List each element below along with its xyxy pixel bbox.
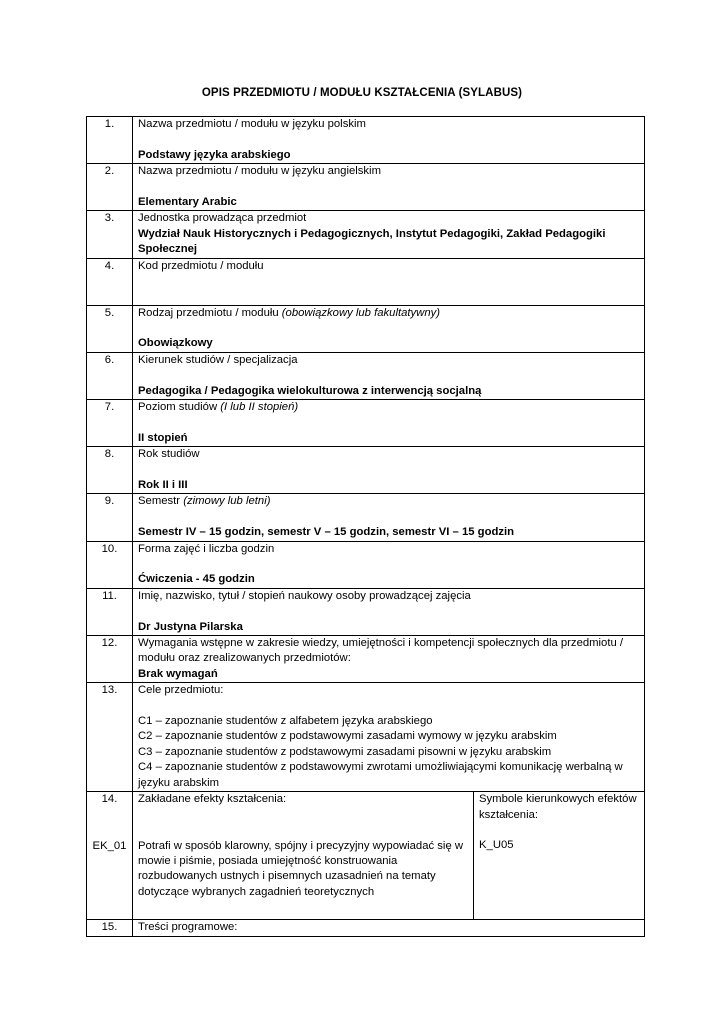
table-row — [87, 258, 645, 305]
row-content — [133, 447, 645, 494]
row-label: Wymagania wstępne w zakresie wiedzy, umiejętności i kompetencji społecznych dla przedmiotu / modułu oraz zrealizowanych przedmiotów: — [138, 637, 624, 665]
goal-item: C1 – zapoznanie studentów z alfabetem języka arabskiego — [138, 715, 433, 728]
row-number: 4. — [87, 258, 133, 305]
row-label: Jednostka prowadząca przedmiot — [138, 212, 307, 225]
row-content — [133, 920, 645, 936]
table-row — [87, 494, 645, 541]
row-number: 5. — [87, 305, 133, 352]
row-number: 2. — [87, 164, 133, 211]
row-label — [138, 306, 639, 321]
row-label-hint: (I lub II stopień) — [220, 401, 299, 414]
table-row — [87, 588, 645, 635]
row-number: 12. — [87, 636, 133, 683]
table-row — [87, 352, 645, 399]
table-row — [87, 683, 645, 792]
row-content — [133, 164, 645, 211]
symbols-cell — [474, 792, 645, 920]
row-value: II stopień — [138, 431, 188, 444]
table-row — [87, 211, 645, 258]
row-value: Obowiązkowy — [138, 337, 213, 350]
effect-code: EK_01 — [92, 839, 127, 852]
row-label: Nazwa przedmiotu / modułu w języku angielskim — [138, 165, 381, 178]
table-row — [87, 305, 645, 352]
goal-item: C3 – zapoznanie studentów z podstawowymi zasadami pisowni w języku arabskim — [138, 745, 552, 758]
row-label: Cele przedmiotu: — [138, 684, 224, 697]
row-label: Kod przedmiotu / modułu — [138, 259, 264, 272]
row-label-hint: (obowiązkowy lub fakultatywny) — [281, 306, 441, 319]
row-value: Elementary Arabic — [138, 196, 237, 208]
row-label — [138, 400, 639, 415]
document-title: OPIS PRZEDMIOTU / MODUŁU KSZTAŁCENIA (SYLABUS) — [201, 87, 523, 99]
row-number: 13. — [87, 683, 133, 792]
row-content — [133, 541, 645, 588]
row-value: Wydział Nauk Historycznych i Pedagogicznych, Instytut Pedagogiki, Zakład Pedagogiki Społecznej — [138, 227, 606, 256]
row-value: Ćwiczenia - 45 godzin — [138, 573, 255, 586]
row-number: 15. — [87, 920, 133, 936]
row-label: Imię, nazwisko, tytuł / stopień naukowy osoby prowadzącej zajęcia — [138, 589, 471, 602]
row-content — [133, 588, 645, 635]
row-number: 11. — [87, 588, 133, 635]
row-number: 3. — [87, 211, 133, 258]
table-row — [87, 920, 645, 936]
row-label-text: Poziom studiów — [138, 401, 221, 414]
row-value: Rok II i III — [138, 479, 188, 492]
goal-item: C2 – zapoznanie studentów z podstawowymi zasadami wymowy w języku arabskim — [138, 730, 557, 743]
row-value: Pedagogika / Pedagogika wielokulturowa z interwencją socjalną — [138, 384, 482, 397]
row-label: Forma zajęć i liczba godzin — [138, 542, 275, 555]
symbols-header: Symbole kierunkowych efektów kształcenia: — [479, 793, 637, 821]
row-value: Dr Justyna Pilarska — [138, 620, 243, 633]
row-value: Semestr IV – 15 godzin, semestr V – 15 godzin, semestr VI – 15 godzin — [138, 526, 515, 539]
row-content — [133, 683, 645, 792]
row-label: Rok studiów — [138, 448, 200, 461]
row-label-hint: (zimowy lub letni) — [183, 495, 271, 508]
row-content — [133, 258, 645, 305]
row-label-text: Semestr — [138, 495, 184, 508]
table-row — [87, 400, 645, 447]
effect-description: Potrafi w sposób klarowny, spójny i precyzyjny wypowiadać się w mowie i piśmie, posiada umiejętność konstruowania rozbudowanych ustnych i pisemnych uzasadnień na tematy dotyczące wybranych zagadnień teoretycznych — [138, 839, 464, 898]
row-label: Nazwa przedmiotu / modułu w języku polskim — [138, 118, 366, 130]
table-row — [87, 792, 645, 920]
row-label-text: Rodzaj przedmiotu / modułu — [138, 306, 282, 319]
row-number: 8. — [87, 447, 133, 494]
row-content — [133, 211, 645, 258]
row-number: 10. — [87, 541, 133, 588]
goal-item: C4 – zapoznanie studentów z podstawowymi zwrotami umożliwiającymi komunikację werbalną w języku arabskim — [138, 761, 623, 789]
table-row — [87, 636, 645, 683]
table-row — [87, 541, 645, 588]
row-content — [133, 117, 645, 164]
row-number: 9. — [87, 494, 133, 541]
row-value: Brak wymagań — [138, 667, 218, 680]
row-content — [133, 352, 645, 399]
row-number-text: 14. — [101, 793, 118, 806]
row-label: Kierunek studiów / specjalizacja — [138, 353, 298, 366]
row-value: Podstawy języka arabskiego — [138, 148, 291, 161]
row-content — [133, 305, 645, 352]
row-content — [133, 494, 645, 541]
row-number: 7. — [87, 400, 133, 447]
row-content — [133, 792, 474, 920]
row-number: 1. — [87, 117, 133, 164]
syllabus-table — [86, 116, 645, 937]
table-row — [87, 117, 645, 164]
row-content — [133, 636, 645, 683]
row-label: Treści programowe: — [138, 921, 238, 934]
effect-symbol: K_U05 — [479, 838, 514, 851]
table-row — [87, 164, 645, 211]
row-number: 6. — [87, 352, 133, 399]
row-content — [133, 400, 645, 447]
row-label — [138, 494, 639, 509]
row-number — [87, 792, 133, 920]
table-row — [87, 447, 645, 494]
row-label: Zakładane efekty kształcenia: — [138, 793, 287, 806]
